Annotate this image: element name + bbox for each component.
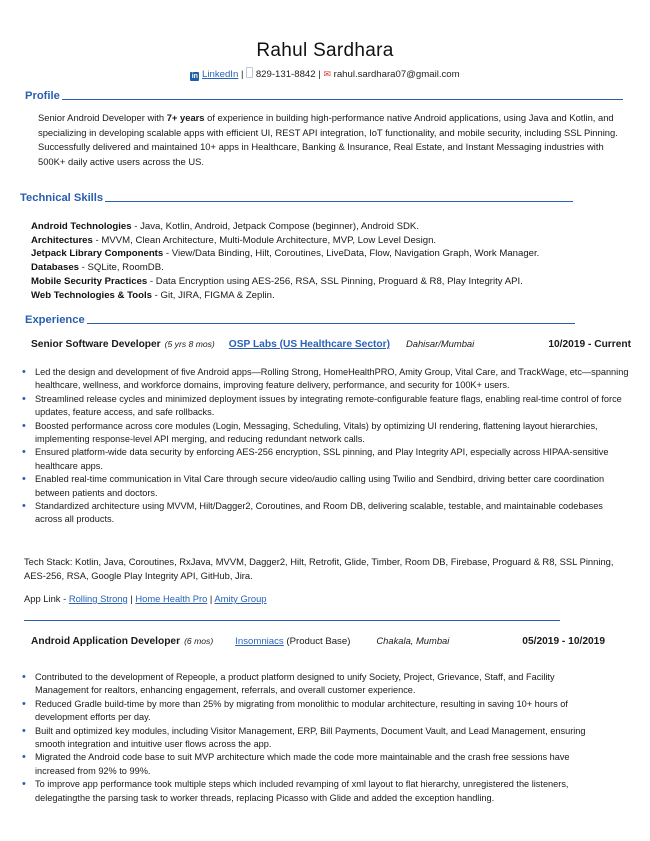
skill-line: Mobile Security Practices - Data Encryption using AES-256, RSA, SSL Pinning, Proguard & R8, Play Integrity API. — [31, 275, 523, 287]
list-item: • Led the design and development of five Android apps—Rolling Strong, HomeHealthPRO, Amity Group, Vital Care, and TrackWage, etc—spanning healthcare, wellness, and workforce domains, improving feature delivery, performance, and security for 100K+ users. — [20, 366, 630, 393]
mail-icon: ✉ — [323, 69, 331, 79]
job1-bullets — [20, 366, 630, 527]
app-link-amity-group[interactable]: Amity Group — [214, 593, 267, 604]
email-address[interactable]: rahul.sardhara07@gmail.com — [333, 69, 460, 80]
linkedin-icon: in — [191, 73, 198, 80]
skill-line: Android Technologies - Java, Kotlin, Android, Jetpack Compose (beginner), Android SDK. — [31, 221, 419, 232]
app-link-rolling-strong[interactable]: Rolling Strong — [68, 593, 128, 604]
job2-dates: 05/2019 - 10/2019 — [522, 636, 605, 647]
phone-icon — [246, 67, 253, 78]
job1-duration: (5 yrs 8 mos) — [164, 339, 215, 349]
skills-heading: Technical Skills — [20, 192, 573, 204]
job2-company: Insomniacs (Product Base) — [235, 636, 351, 647]
separator: | — [240, 69, 244, 80]
list-item: • To improve app performance took multiple steps which included revamping of xml layout to flat hierarchy, unregistered the listeners, delegatingthe the parsing task to worker threads, replacing Picasso with Glide and added the exception handling. — [20, 778, 600, 805]
job2-company-link[interactable]: Insomniacs — [235, 636, 284, 647]
job1-header — [31, 338, 631, 350]
profile-summary: Senior Android Developer with 7+ years of experience in building high-performance native Android applications, using Java and Kotlin, and specializing in developing scalable apps with efficient UI, REST API integration, IoT functionality, and mobile security, including SSL Pinning. Successfully delivered and maintained 10+ apps in Healthcare, Banking & Insurance, Real Estate, and Instant Messaging industries with 500K+ daily active users across the US. — [38, 112, 618, 167]
job1-dates: 10/2019 - Current — [548, 339, 631, 350]
list-item: • Standardized architecture using MVVM, Hilt/Dagger2, Coroutines, and Room DB, delivering scalable, testable, and maintainable codebases across all products. — [20, 500, 630, 527]
experience-heading: Experience — [25, 314, 575, 326]
skill-line: Architectures - MVVM, Clean Architecture, Multi-Module Architecture, MVP, Low Level Design. — [31, 234, 437, 246]
list-item: • Ensured platform-wide data security by enforcing AES-256 encryption, SSL pinning, and Play Integrity API, especially across HIPAA-sensitive healthcare apps. — [20, 446, 630, 473]
skill-line: Jetpack Library Components - View/Data Binding, Hilt, Coroutines, LiveData, Flow, Navigation Graph, Work Manager. — [31, 248, 540, 260]
list-item: • Migrated the Android code base to suit MVP architecture which made the code more maintainable and the crash free sessions have increased from 92% to 99%. — [20, 751, 600, 778]
job1-app-links: App Link - Rolling Strong | Home Health Pro | Amity Group — [24, 593, 267, 604]
list-item: • Contributed to the development of Repeople, a product platform designed to unify Society, Project, Grievance, Staff, and Facility Management for realtors, enhancing engagement, referrals, and overall customer experience. — [20, 671, 600, 698]
list-item: • Streamlined release cycles and minimized deployment issues by integrating remote-configurable feature flags, enabling real-time control of force updates, feature access, and safe rollbacks. — [20, 393, 630, 420]
linkedin-link[interactable]: LinkedIn — [202, 69, 239, 80]
skill-line: Databases - SQLite, RoomDB. — [31, 262, 164, 274]
list-item: • Built and optimized key modules, including Visitor Management, ERP, Bill Payments, Document Vault, and Lead Management, ensuring smooth integration and intuitive user flows across the app. — [20, 725, 600, 752]
candidate-name: Rahul Sardhara — [256, 40, 394, 61]
separator: | — [318, 69, 321, 80]
list-item: • Enabled real-time communication in Vital Care through secure video/audio calling using Twilio and Sendbird, driving better care coordination between patients and doctors. — [20, 473, 630, 500]
job2-duration: (6 mos) — [184, 636, 214, 646]
job1-tech-stack: Tech Stack: Kotlin, Java, Coroutines, RxJava, MVVM, Dagger2, Hilt, Retrofit, Glide, Timber, Room DB, Firebase, Proguard & R8, SSL Pinning, AES-256, RSA, Google Play Integrity API, GitHub, Jira. — [24, 556, 614, 581]
phone-number: 829-131-8842 — [255, 69, 316, 80]
job2-location: Chakala, Mumbai — [376, 635, 450, 646]
job2-bullets — [20, 671, 600, 805]
section-divider — [24, 620, 560, 621]
contact-line — [0, 67, 650, 81]
list-item: • Reduced Gradle build-time by more than 25% by migrating from monolithic to modular architecture, resulting in saving 10+ hours of development efforts per day. — [20, 698, 600, 725]
job2-title: Android Application Developer — [31, 636, 181, 647]
app-link-home-health-pro[interactable]: Home Health Pro — [135, 593, 208, 604]
skills-list — [31, 220, 631, 302]
job1-location: Dahisar/Mumbai — [405, 338, 475, 349]
job1-title: Senior Software Developer — [31, 339, 161, 350]
list-item: • Boosted performance across core modules (Login, Messaging, Scheduling, Vitals) by optimizing UI rendering, flattening layout hierarchies, implementing response-level API merging, and reducing redundant network calls. — [20, 420, 630, 447]
profile-heading: Profile — [25, 90, 623, 102]
job2-header — [31, 635, 605, 647]
job1-company-link[interactable]: OSP Labs (US Healthcare Sector) — [228, 339, 390, 350]
skill-line: Web Technologies & Tools - Git, JIRA, FIGMA & Zeplin. — [31, 289, 275, 301]
